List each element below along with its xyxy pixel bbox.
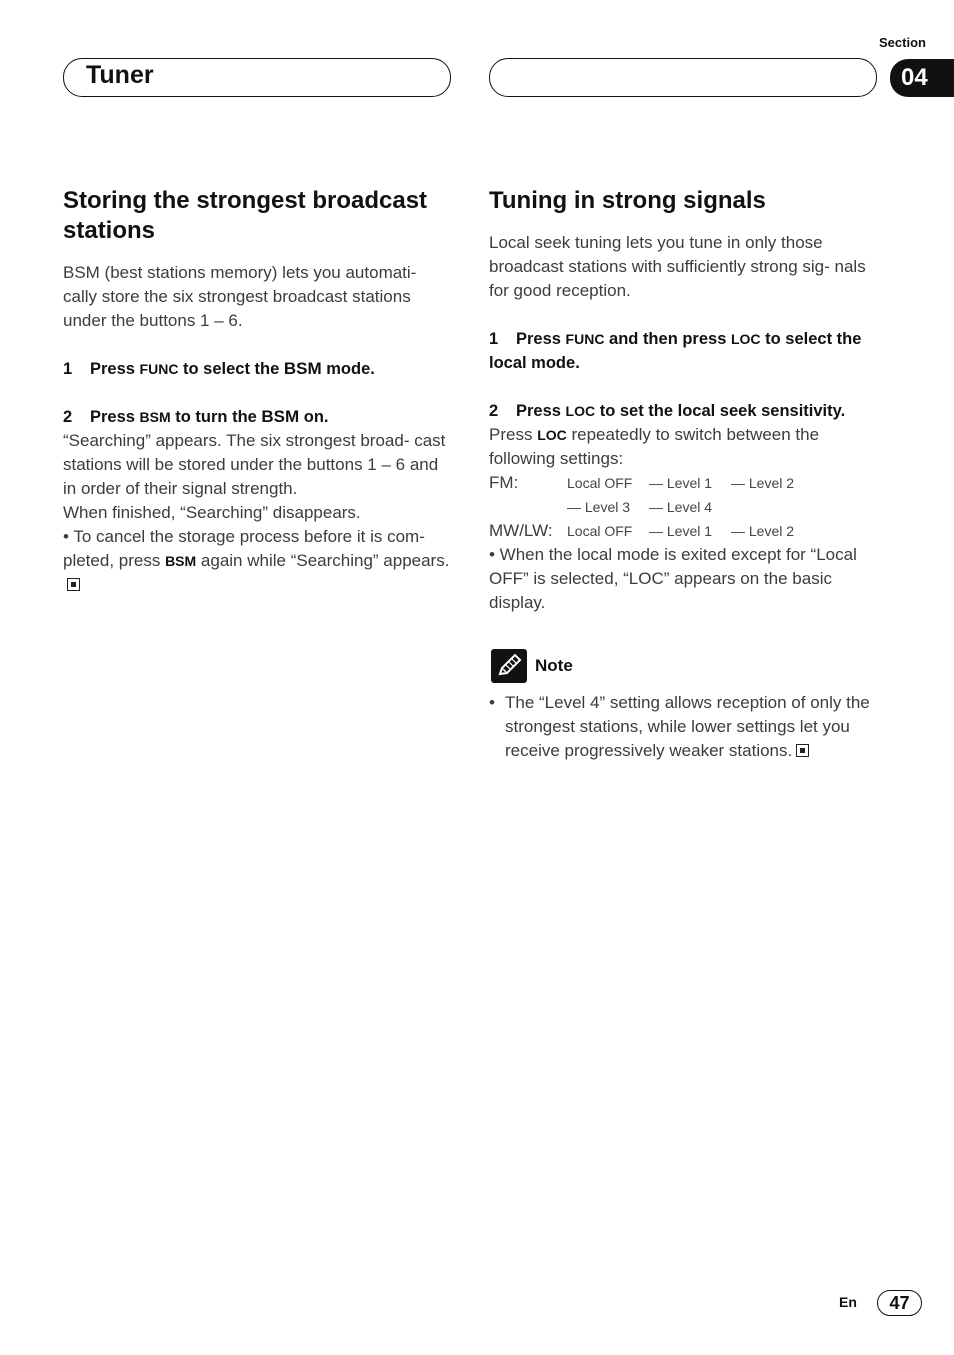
setting-value: — Level 4 xyxy=(649,499,713,515)
setting-value: — Level 2 xyxy=(731,523,795,539)
note-bullet: • xyxy=(489,693,495,712)
right-title-pill xyxy=(489,58,877,97)
setting-value: — Level 1 xyxy=(649,523,713,539)
setting-value: Local OFF xyxy=(567,475,633,491)
setting-value: — Level 2 xyxy=(731,475,795,491)
bsm-intro: BSM (best stations memory) lets you automati- cally store the six strongest broadcast stations under the buttons 1 – 6. xyxy=(63,263,417,330)
chapter-title: Tuner xyxy=(86,61,154,89)
left-column xyxy=(63,186,455,597)
bsm-step-1: 1 Press FUNC to select the BSM mode. xyxy=(63,359,375,378)
local-heading: Tuning in strong signals xyxy=(489,187,766,214)
local-intro: Local seek tuning lets you tune in only those broadcast stations with sufficiently strong sig- nals for good reception. xyxy=(489,233,866,300)
note-item xyxy=(489,691,879,763)
mw-settings-row xyxy=(489,519,879,543)
fm-settings-row-2 xyxy=(489,495,879,519)
note-label: Note xyxy=(535,656,573,675)
setting-value: — Level 1 xyxy=(649,475,713,491)
local-exit-text: • When the local mode is exited except for “Local OFF” is selected, “LOC” appears on the basic display. xyxy=(489,545,857,612)
bsm-finish-text: When finished, “Searching” disappears. xyxy=(63,503,361,522)
mw-label: MW/LW: xyxy=(489,521,553,540)
bsm-heading: Storing the strongest broadcast stations xyxy=(63,187,428,244)
end-mark-icon xyxy=(796,744,809,757)
page-number: 47 xyxy=(877,1290,922,1316)
local-step-2: 2 Press LOC to set the local seek sensitivity. xyxy=(489,402,846,420)
end-mark-icon xyxy=(67,578,80,591)
setting-value: — Level 3 xyxy=(567,499,631,515)
bsm-cancel-text: • To cancel the storage process before it is com- pleted, press BSM again while “Searching” appears. xyxy=(63,525,455,597)
pencil-note-icon xyxy=(491,649,527,683)
bsm-step-2: 2 Press BSM to turn the BSM on. xyxy=(63,407,329,426)
note-text: The “Level 4” setting allows reception of only the strongest stations, while lower settings let you receive progressively weaker stations. xyxy=(505,693,870,760)
fm-label: FM: xyxy=(489,473,519,492)
local-press-text: Press LOC repeatedly to switch between the following settings: xyxy=(489,425,820,468)
right-column xyxy=(489,186,879,763)
bsm-step-2-body: “Searching” appears. The six strongest broad- cast stations will be stored under the buttons 1 – 6 and in order of their signal strength. xyxy=(63,431,446,498)
setting-value: Local OFF xyxy=(567,523,633,539)
section-label: Section xyxy=(879,35,926,50)
section-tab: 04 xyxy=(890,59,954,97)
chapter-title-pill xyxy=(63,58,451,97)
fm-settings-row xyxy=(489,471,879,495)
local-step-1: 1 Press FUNC and then press LOC to select the local mode. xyxy=(489,330,862,372)
note-header xyxy=(489,649,879,683)
language-label: En xyxy=(839,1294,857,1310)
